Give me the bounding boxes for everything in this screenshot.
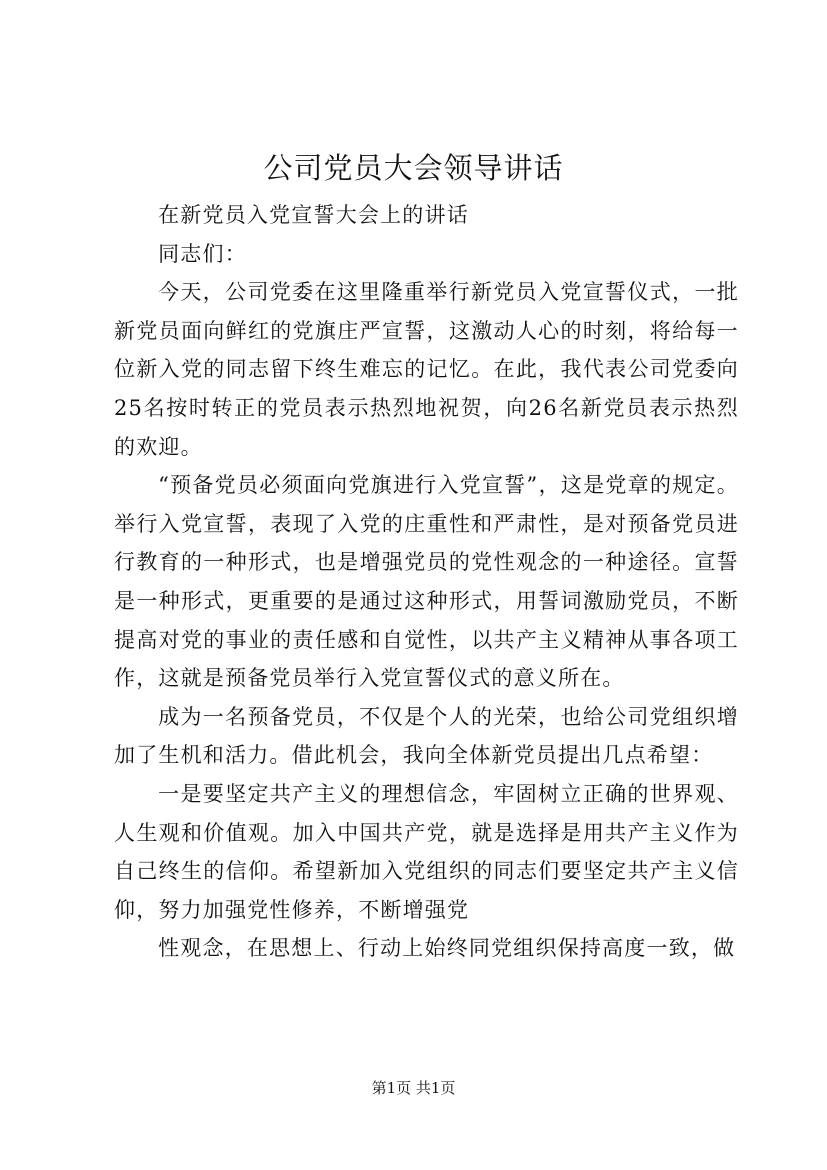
document-body <box>114 196 739 968</box>
salutation: 同志们： <box>158 241 247 266</box>
body-paragraph: 今天，公司党委在这里隆重举行新党员入党宣誓仪式，一批新党员面向鲜红的党旗庄严宣誓，这激动人心的时刻，将给每一位新入党的同志留下终生难忘的记忆。在此，我代表公司党委向25名按时转正的党员表示热烈地祝贺，向26名新党员表示热烈的欢迎。 <box>114 280 739 459</box>
body-paragraph: 一是要坚定共产主义的理想信念，牢固树立正确的世界观、人生观和价值观。加入中国共产党，就是选择是用共产主义作为自己终生的信仰。希望新加入党组织的同志们要坚定共产主义信仰，努力加强党性修养，不断增强党 <box>114 781 739 922</box>
body-paragraph: 成为一名预备党员，不仅是个人的光荣，也给公司党组织增加了生机和活力。借此机会，我向全体新党员提出几点希望： <box>114 704 739 768</box>
page-footer: 第1页 共1页 <box>371 1079 456 1097</box>
document-title: 公司党员大会领导讲话 <box>263 151 564 185</box>
body-paragraph: 性观念，在思想上、行动上始终同党组织保持高度一致，做 <box>158 936 736 961</box>
speech-subtitle: 在新党员入党宣誓大会上的讲话 <box>158 203 469 227</box>
body-paragraph: “预备党员必须面向党旗进行入党宣誓”，这是党章的规定。举行入党宣誓，表现了入党的庄重性和严肃性，是对预备党员进行教育的一种形式，也是增强党员的党性观念的一种途径。宣誓是一种形式，更重要的是通过这种形式，用誓词激励党员，不断提高对党的事业的责任感和自觉性，以共产主义精神从事各项工作，这就是预备党员举行入党宣誓仪式的意义所在。 <box>114 473 739 691</box>
